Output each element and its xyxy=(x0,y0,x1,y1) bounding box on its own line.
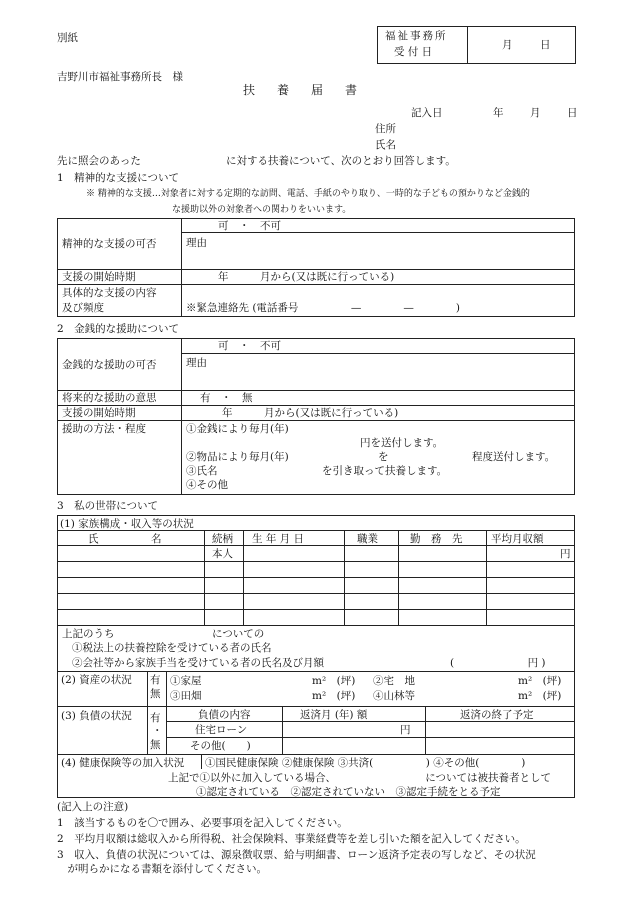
financial-aid-options[interactable]: 可 ・ 不可 xyxy=(218,340,281,352)
col-workplace: 勤 務 先 xyxy=(410,533,463,545)
mental-detail-label-2: 及び頻度 xyxy=(62,302,104,314)
future-aid-label: 将来的な援助の意思 xyxy=(62,392,157,404)
col-income: 平均月収額 xyxy=(491,533,544,545)
mental-start-text[interactable]: 年 月から(又は既に行っている) xyxy=(218,271,395,283)
among-label: 上記のうち xyxy=(62,628,115,640)
section1-note-1: ※ 精神的な支援…対象者に対する定期的な訪問、電話、手紙のやり取り、一時的な子どもの預かりなど金銭的 xyxy=(86,189,530,199)
debt-monthly-header: 返済月 (年) 額 xyxy=(300,709,368,721)
future-aid-options[interactable]: 有 ・ 無 xyxy=(200,392,253,404)
debt-housing: 住宅ローン xyxy=(195,724,248,736)
intro-text-a: 先に照会のあった xyxy=(57,155,141,167)
receipt-month: 月 xyxy=(502,39,513,51)
insurance-line-3[interactable]: ①認定されている ②認定されていない ③認定手続をとる予定 xyxy=(196,786,501,798)
among-mid: についての xyxy=(212,628,265,640)
section1-note-2: な援助以外の対象者への関わりをいいます。 xyxy=(172,205,352,215)
asset-forest-unit: m² (坪) xyxy=(518,690,562,702)
note-item: 2 平均月収額は総収入から所得税、社会保険料、事業経費等を差し引いた額を記入してください。 xyxy=(57,833,526,845)
section3-heading: 3 私の世帯について xyxy=(57,500,158,512)
entry-date-label: 記入日 xyxy=(411,107,443,119)
debt-other[interactable]: その他( ) xyxy=(190,740,251,752)
debt-end-header: 返済の終了予定 xyxy=(460,709,534,721)
asset-field: ③田畑 xyxy=(170,690,202,702)
mental-detail-label-1: 具体的な支援の内容 xyxy=(62,287,157,299)
asset-land: ②宅 地 xyxy=(373,675,415,687)
insurance-line-2: 上記で①以外に加入している場合、 については被扶養者として xyxy=(168,772,552,784)
mental-support-label: 精神的な支援の可否 xyxy=(62,238,157,250)
col-birthdate: 生 年 月 日 xyxy=(252,533,305,545)
allowance-amount[interactable]: ( 円 ) xyxy=(450,657,546,669)
note-item: 3 収入、負債の状況については、源泉徴収票、給与明細書、ローン返済予定表の写しなど、その状況 xyxy=(57,849,536,861)
aid-method-1b: 円を送付します。 xyxy=(360,437,444,449)
section2-heading: 2 金銭的な援助について xyxy=(57,323,179,335)
note-item: 1 該当するものを〇で囲み、必要事項を記入してください。 xyxy=(57,817,348,829)
aid-method-2-mid: を xyxy=(378,451,389,463)
assets-no[interactable]: 無 xyxy=(150,688,161,700)
asset-house: ①家屋 xyxy=(170,675,202,687)
col-name: 氏 名 xyxy=(88,533,162,545)
debt-housing-yen: 円 xyxy=(400,724,411,736)
asset-field-unit: m² (坪) xyxy=(312,690,356,702)
financial-start-label: 支援の開始時期 xyxy=(62,407,136,419)
asset-forest: ④山林等 xyxy=(373,690,415,702)
debt-label: (3) 負債の状況 xyxy=(61,710,132,722)
financial-start-text[interactable]: 年 月から(又は既に行っている) xyxy=(222,407,399,419)
emergency-contact[interactable]: ※緊急連絡先 (電話番号 — — ) xyxy=(186,302,461,314)
mental-reason-label: 理由 xyxy=(186,237,207,249)
name-label: 氏名 xyxy=(375,139,396,151)
aid-method-2[interactable]: ②物品により毎月(年) xyxy=(186,451,289,463)
tax-dependent-line: ①税法上の扶養控除を受けている者の氏名 xyxy=(72,642,272,654)
aid-method-3-end: を引き取って扶養します。 xyxy=(322,465,448,477)
notes-heading: (記入上の注意) xyxy=(57,801,129,813)
attachment-label: 別紙 xyxy=(57,32,78,44)
debt-yes[interactable]: 有 xyxy=(150,712,161,724)
aid-method-1[interactable]: ①金銭により毎月(年) xyxy=(186,423,289,435)
insurance-label: (4) 健康保険等の加入状況 xyxy=(61,757,185,769)
assets-yes[interactable]: 有 xyxy=(150,674,161,686)
address-label: 住所 xyxy=(375,123,396,135)
entry-year: 年 xyxy=(493,107,504,119)
debt-dot: ・ xyxy=(152,725,163,737)
addressee: 吉野川市福祉事務所長 様 xyxy=(57,71,183,83)
aid-method-label: 援助の方法・程度 xyxy=(62,423,146,435)
note-item: が明らかになる書類を添付してください。 xyxy=(57,863,267,875)
receipt-day: 日 xyxy=(540,39,551,51)
page-title: 扶養届書 xyxy=(243,83,380,97)
intro-text-b: に対する扶養について、次のとおり回答します。 xyxy=(226,155,456,167)
aid-method-3[interactable]: ③氏名 xyxy=(186,465,218,477)
financial-reason-label: 理由 xyxy=(186,357,207,369)
insurance-options[interactable]: ①国民健康保険 ②健康保険 ③共済( ) ④その他( ) xyxy=(205,757,526,769)
mental-start-label: 支援の開始時期 xyxy=(62,271,136,283)
mental-support-options[interactable]: 可 ・ 不可 xyxy=(218,220,281,232)
income-yen: 円 xyxy=(560,548,571,560)
debt-no[interactable]: 無 xyxy=(150,739,161,751)
asset-land-unit: m² (坪) xyxy=(518,675,562,687)
aid-method-2-end: 程度送付します。 xyxy=(472,451,556,463)
asset-house-unit: m² (坪) xyxy=(312,675,356,687)
col-relation: 続柄 xyxy=(212,533,233,545)
entry-day: 日 xyxy=(567,107,578,119)
section1-heading: 1 精神的な支援について xyxy=(57,172,179,184)
financial-aid-label: 金銭的な援助の可否 xyxy=(62,359,157,371)
family-heading: (1) 家族構成・収入等の状況 xyxy=(60,518,194,530)
assets-label: (2) 資産の状況 xyxy=(61,674,132,686)
debt-content-header: 負債の内容 xyxy=(198,709,251,721)
col-occupation: 職業 xyxy=(357,533,378,545)
first-relation: 本人 xyxy=(212,548,233,560)
aid-method-4[interactable]: ④その他 xyxy=(186,479,228,491)
receipt-date-label: 受 付 日 xyxy=(394,46,433,58)
allowance-line: ②会社等から家族手当を受けている者の氏名及び月額 xyxy=(72,657,324,669)
office-label: 福祉事務所 xyxy=(385,30,448,42)
entry-month: 月 xyxy=(530,107,541,119)
